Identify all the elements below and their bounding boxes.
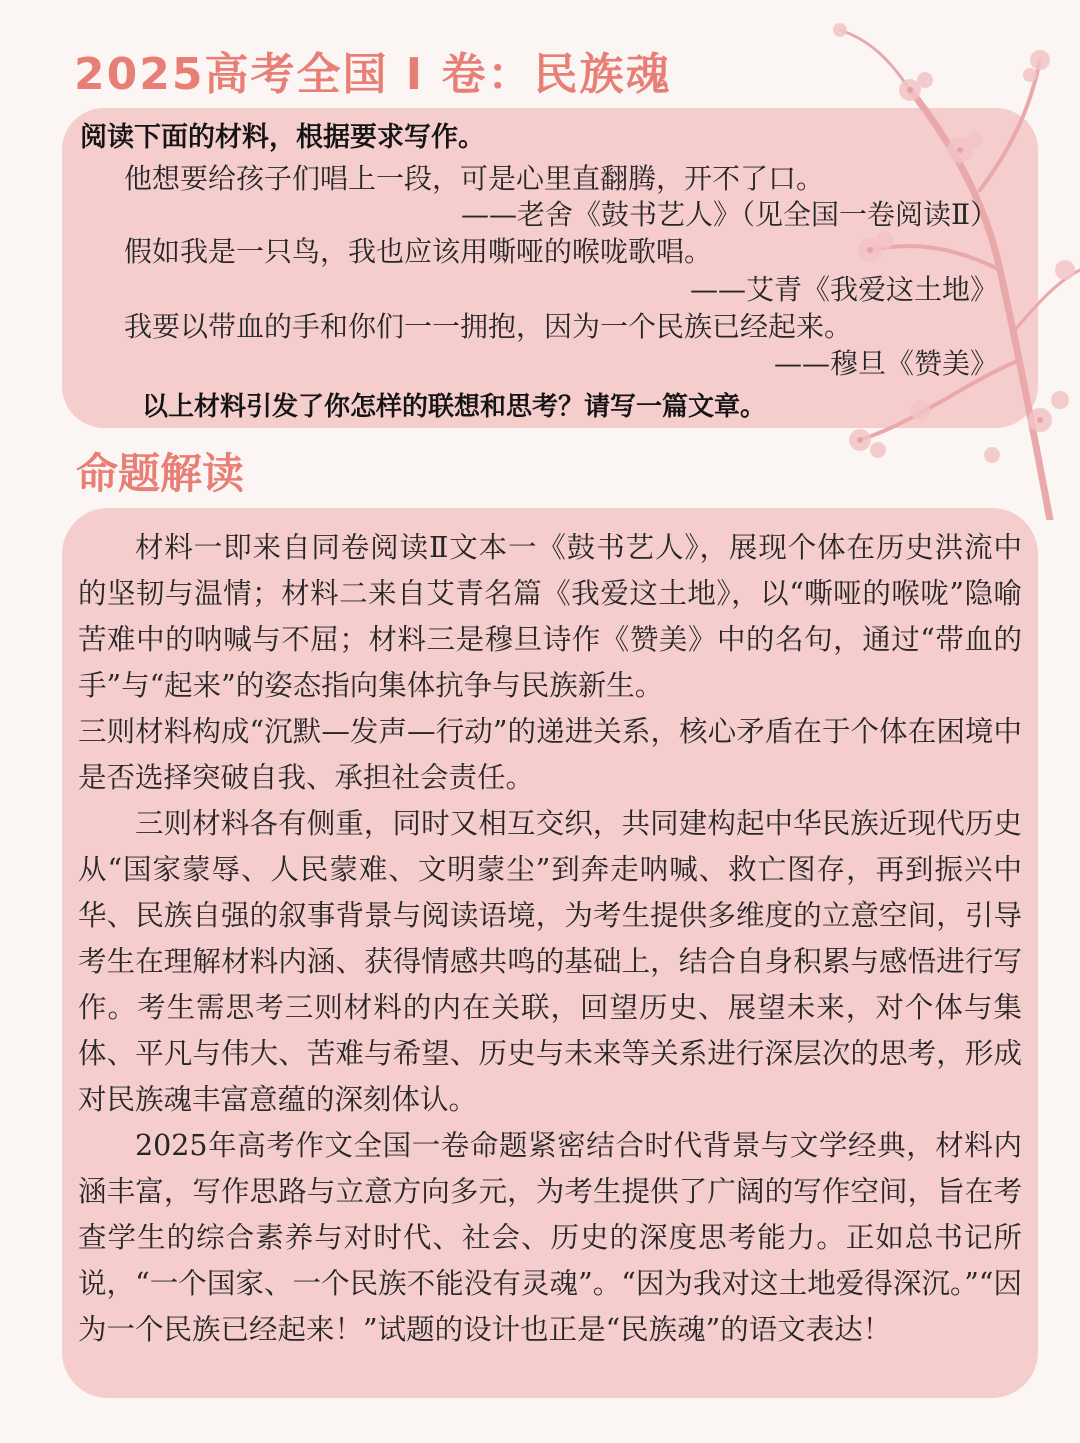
analysis-paragraph-3: 三则材料各有侧重，同时又相互交织，共同建构起中华民族近现代历史从“国家蒙辱、人民蒙难、文明蒙尘”到奔走呐喊、救亡图存，再到振兴中华、民族自强的叙事背景与阅读语境，为考生提供多维度的立意空间，引导考生在理解材料内涵、获得情感共鸣的基础上，结合自身积累与感悟进行写作。考生需思考三则材料的内在关联，回望历史、展望未来，对个体与集体、平凡与伟大、苦难与希望、历史与未来等关系进行深层次的思考，形成对民族魂丰富意蕴的深刻体认。 xyxy=(78,807,1022,1116)
analysis-paragraph-2: 三则材料构成“沉默—发声—行动”的递进关系，核心矛盾在于个体在困境中是否选择突破自我、承担社会责任。 xyxy=(78,715,1022,794)
quote-text-2: 假如我是一只鸟，我也应该用嘶哑的喉咙歌唱。 xyxy=(124,235,713,268)
analysis-paragraph-1: 材料一即来自同卷阅读Ⅱ文本一《鼓书艺人》，展现个体在历史洪流中的坚韧与温情；材料二来自艾青名篇《我爱这土地》，以“嘶哑的喉咙”隐喻苦难中的呐喊与不屈；材料三是穆旦诗作《赞美》中的名句，通过“带血的手”与“起来”的姿态指向集体抗争与民族新生。 xyxy=(78,531,1022,702)
page-title: 2025高考全国 Ⅰ 卷：民族魂 xyxy=(74,49,672,100)
analysis-paragraph-4: 2025年高考作文全国一卷命题紧密结合时代背景与文学经典，材料内涵丰富，写作思路与立意方向多元，为考生提供了广阔的写作空间，旨在考查学生的综合素养与对时代、社会、历史的深度思考能力。正如总书记所说，“一个国家、一个民族不能没有灵魂”。“因为我对这土地爱得深沉。”“因为一个民族已经起来！”试题的设计也正是“民族魂”的语文表达！ xyxy=(78,1129,1022,1346)
section-title: 命题解读 xyxy=(76,449,245,498)
quote-text-3: 我要以带血的手和你们一一拥抱，因为一个民族已经起来。 xyxy=(124,310,853,343)
quote-source-1: ——老舍《鼓书艺人》（见全国一卷阅读Ⅱ） xyxy=(460,198,998,231)
quote-source-2: ——艾青《我爱这土地》 xyxy=(689,273,998,306)
quote-text-1: 他想要给孩子们唱上一段，可是心里直翻腾，开不了口。 xyxy=(124,162,825,195)
writing-question: 以上材料引发了你怎样的联想和思考？请写一篇文章。 xyxy=(142,392,767,422)
writing-instruction: 阅读下面的材料，根据要求写作。 xyxy=(80,122,485,153)
analysis-body xyxy=(78,525,1022,1353)
quote-source-3: ——穆旦《赞美》 xyxy=(773,347,998,380)
